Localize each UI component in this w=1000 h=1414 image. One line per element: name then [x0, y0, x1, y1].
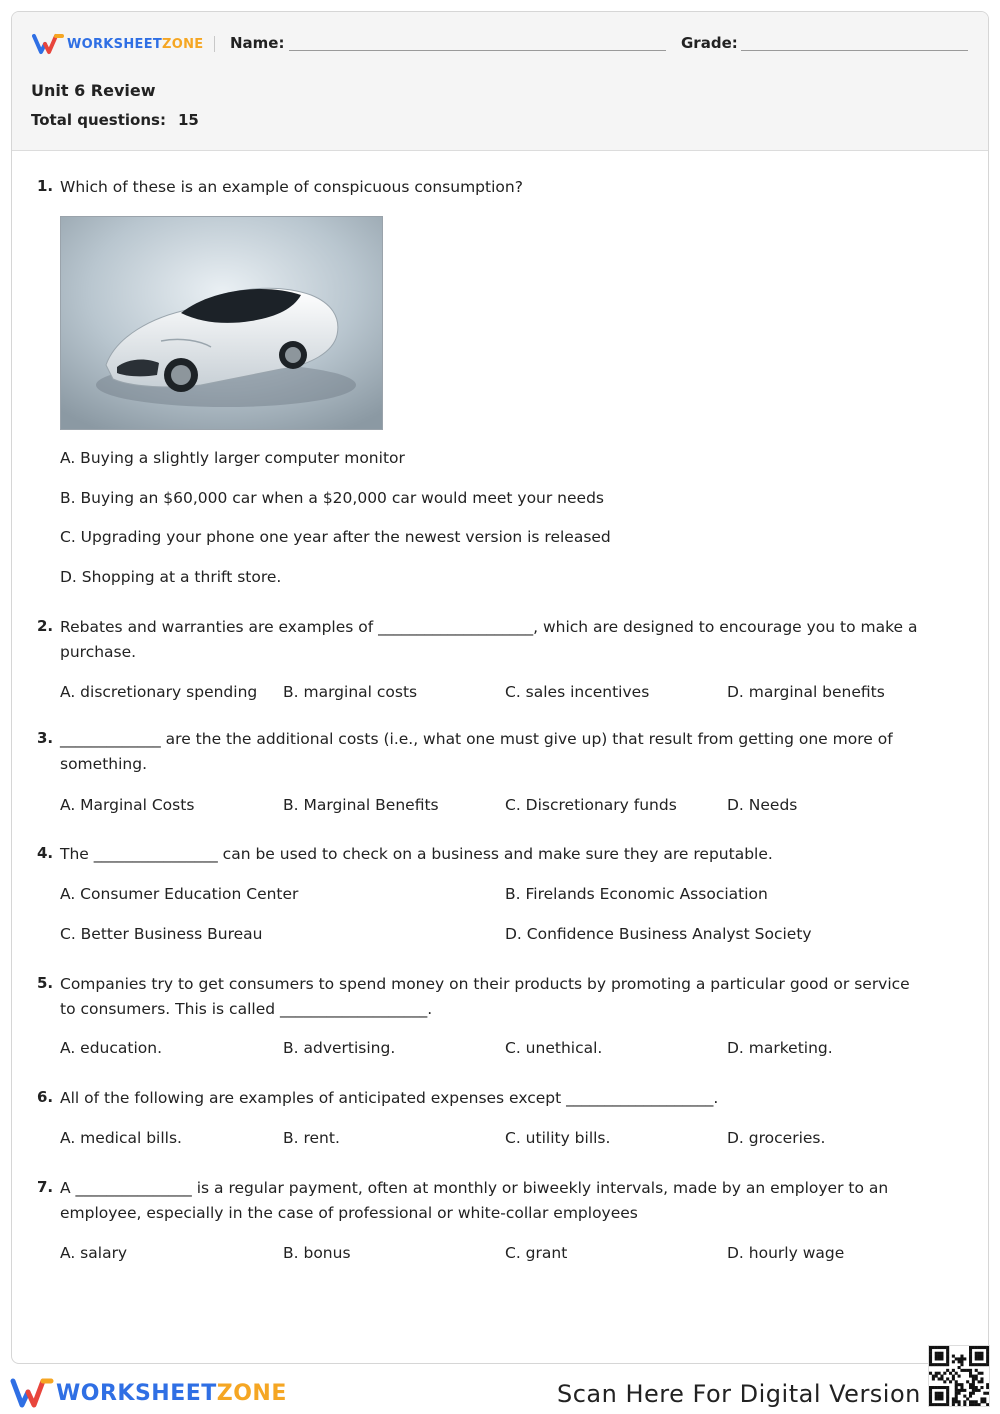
question-text: Which of these is an example of conspicuous consumption?	[60, 178, 523, 196]
question-number: 1.	[37, 177, 54, 195]
option-a[interactable]: A. education.	[60, 1039, 163, 1057]
option-a[interactable]: A. Consumer Education Center	[60, 885, 299, 903]
qr-pattern	[929, 1346, 989, 1406]
option-b[interactable]: B. Buying an $60,000 car when a $20,000 car would meet your needs	[60, 489, 604, 507]
question-number: 7.	[37, 1178, 54, 1196]
option-b[interactable]: B. rent.	[283, 1129, 340, 1147]
header-brand-text: WORKSHEETZONE	[67, 36, 204, 52]
option-c[interactable]: C. grant	[505, 1244, 568, 1262]
option-d[interactable]: D. Needs	[727, 796, 798, 814]
question-number: 4.	[37, 844, 54, 862]
option-d[interactable]: D. Confidence Business Analyst Society	[505, 925, 812, 943]
option-a[interactable]: A. Buying a slightly larger computer monitor	[60, 449, 405, 467]
footer-logo[interactable]	[10, 1375, 287, 1411]
option-c[interactable]: C. Better Business Bureau	[60, 925, 263, 943]
question-number: 6.	[37, 1088, 54, 1106]
worksheet-title: Unit 6 Review	[31, 81, 156, 100]
grade-label: Grade:	[681, 34, 738, 52]
header-logo	[32, 33, 204, 55]
total-questions	[31, 111, 199, 129]
option-c[interactable]: C. unethical.	[505, 1039, 603, 1057]
question-text: All of the following are examples of anticipated expenses except ___________________.	[60, 1089, 719, 1107]
total-questions-value: 15	[177, 111, 199, 129]
option-c[interactable]: C. sales incentives	[505, 683, 650, 701]
option-c[interactable]: C. Upgrading your phone one year after the newest version is released	[60, 528, 611, 546]
question-number: 3.	[37, 729, 54, 747]
question-text: Rebates and warranties are examples of ____________________, which are designed to encourage you to make a purchase.	[60, 618, 918, 661]
question-number: 5.	[37, 974, 54, 992]
worksheetzone-logo-icon	[32, 33, 64, 55]
option-b[interactable]: B. advertising.	[283, 1039, 396, 1057]
sports-car-photo	[60, 216, 383, 430]
name-field[interactable]	[289, 50, 666, 51]
option-b[interactable]: B. bonus	[283, 1244, 351, 1262]
option-a[interactable]: A. medical bills.	[60, 1129, 182, 1147]
option-b[interactable]: B. marginal costs	[283, 683, 418, 701]
option-d[interactable]: D. groceries.	[727, 1129, 826, 1147]
option-d[interactable]: D. marginal benefits	[727, 683, 885, 701]
option-a[interactable]: A. discretionary spending	[60, 683, 258, 701]
option-d[interactable]: D. hourly wage	[727, 1244, 845, 1262]
qr-code-icon[interactable]	[928, 1345, 990, 1407]
question-number: 2.	[37, 617, 54, 635]
question-text: _____________ are the the additional costs (i.e., what one must give up) that result from getting one more of something.	[60, 730, 893, 773]
option-b[interactable]: B. Firelands Economic Association	[505, 885, 768, 903]
total-questions-label: Total questions:	[31, 111, 166, 129]
question-text: Companies try to get consumers to spend money on their products by promoting a particular good or service to consumers. This is called ___________________.	[60, 975, 910, 1018]
grade-field[interactable]	[741, 50, 968, 51]
footer-brand-text: WORKSHEETZONE	[56, 1380, 287, 1406]
car-image-graphic	[61, 217, 383, 430]
option-d[interactable]: D. marketing.	[727, 1039, 833, 1057]
option-a[interactable]: A. Marginal Costs	[60, 796, 195, 814]
worksheet-header	[12, 12, 988, 151]
option-b[interactable]: B. Marginal Benefits	[283, 796, 439, 814]
question-text: A _______________ is a regular payment, often at monthly or biweekly intervals, made by an employer to an employee, especially in the case of professional or white-collar employees	[60, 1179, 889, 1222]
scan-here-text: Scan Here For Digital Version	[557, 1380, 921, 1408]
header-divider	[214, 36, 215, 52]
name-label: Name:	[230, 34, 285, 52]
option-d[interactable]: D. Shopping at a thrift store.	[60, 568, 282, 586]
worksheetzone-logo-icon	[10, 1377, 54, 1409]
option-c[interactable]: C. Discretionary funds	[505, 796, 677, 814]
question-text: The ________________ can be used to check on a business and make sure they are reputable.	[60, 845, 773, 863]
option-a[interactable]: A. salary	[60, 1244, 128, 1262]
option-c[interactable]: C. utility bills.	[505, 1129, 611, 1147]
